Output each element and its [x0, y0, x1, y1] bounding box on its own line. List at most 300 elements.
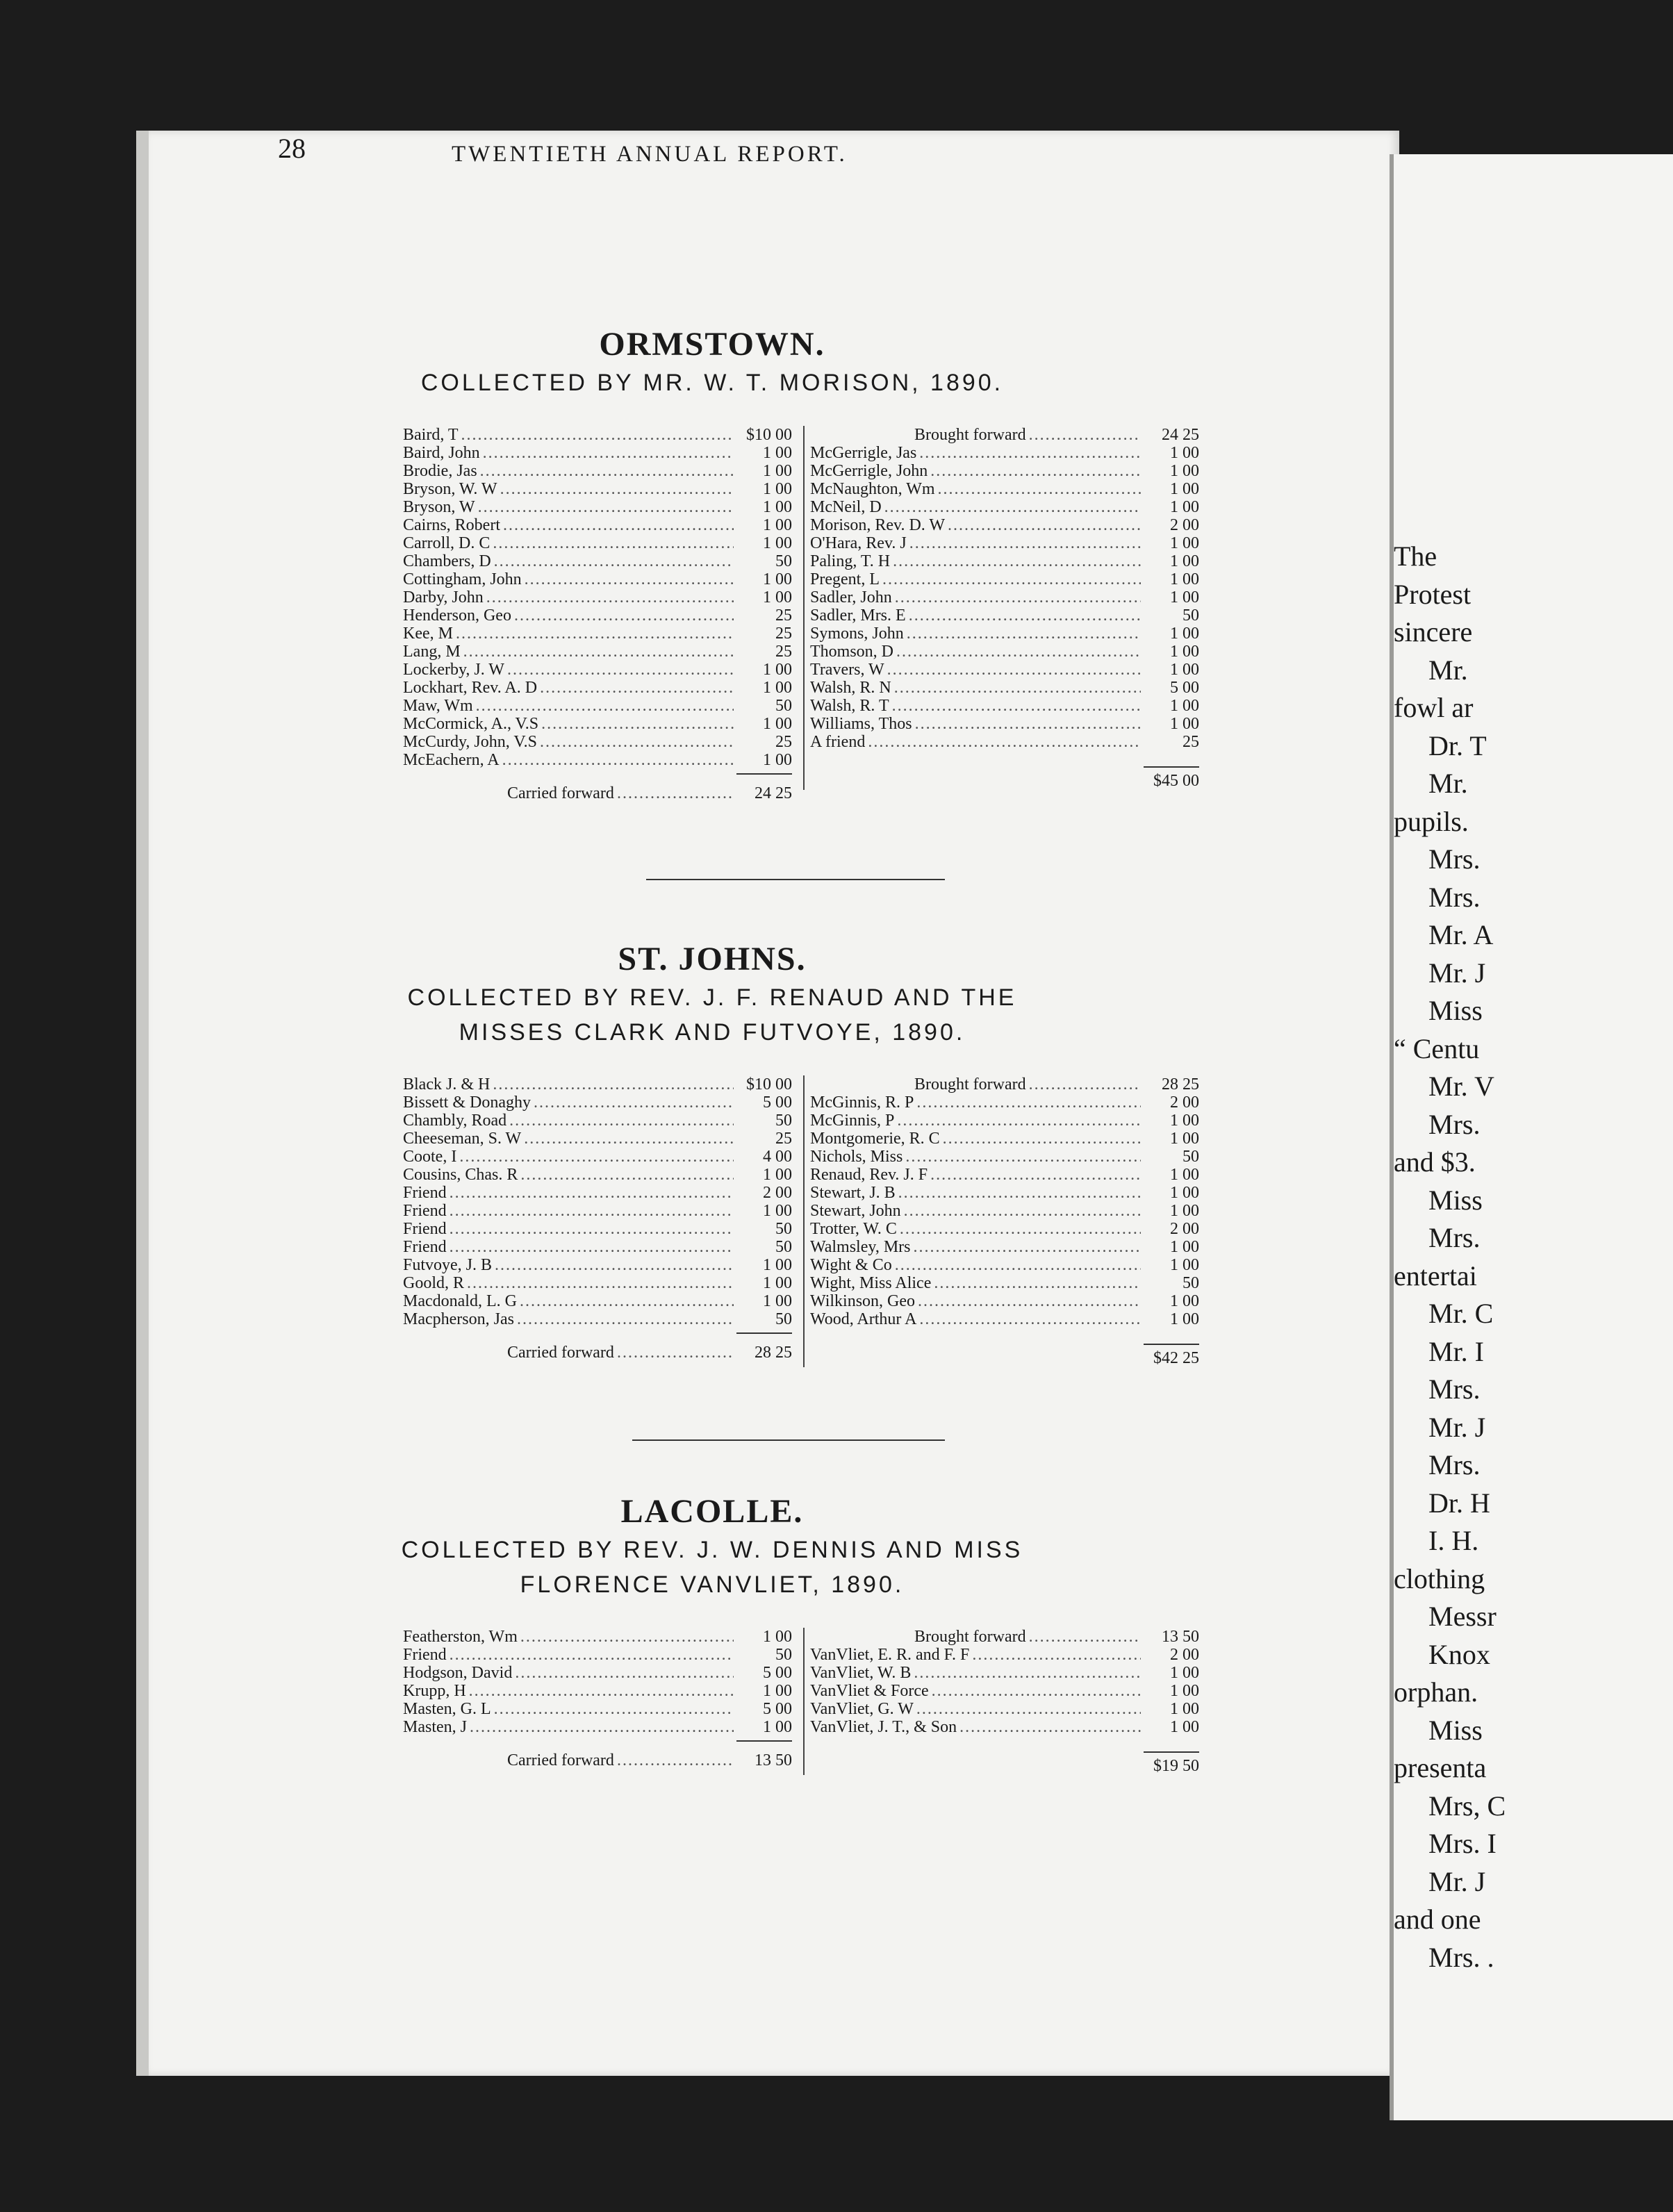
dot-leader [500, 480, 734, 498]
amount: 1 00 [763, 588, 792, 606]
dot-leader [896, 643, 1141, 661]
facing-page-line: Miss [1428, 1714, 1483, 1746]
dot-leader [450, 1202, 734, 1220]
amount: 1 00 [763, 1682, 792, 1701]
collection-section [250, 326, 1199, 843]
facing-page-line: clothing [1394, 1562, 1485, 1594]
list-item [403, 1093, 792, 1112]
contributor-name: Lockerby, J. W [403, 660, 504, 679]
contributor-name: Goold, R [403, 1274, 465, 1293]
list-item [403, 1718, 792, 1736]
amount: 50 [1182, 1148, 1199, 1166]
amount: 1 00 [763, 750, 792, 769]
contributor-name: McEachern, A [403, 750, 500, 769]
amount: 1 00 [763, 534, 792, 552]
dot-leader [524, 1130, 734, 1148]
amount: 1 00 [1170, 570, 1199, 588]
list-item [810, 1202, 1199, 1220]
dot-leader [932, 1682, 1141, 1700]
list-item [810, 1274, 1199, 1292]
contributor-name: Bissett & Donaghy [403, 1093, 531, 1112]
contributor-name: Masten, J [403, 1718, 467, 1737]
amount: 50 [775, 552, 792, 570]
dot-leader [478, 498, 734, 516]
contributor-name: Cairns, Robert [403, 515, 500, 534]
dot-leader [502, 751, 734, 769]
contributor-name: Wight, Miss Alice [810, 1274, 932, 1293]
dot-leader [894, 679, 1141, 697]
facing-page-line: sincere [1394, 616, 1473, 647]
dot-leader [948, 516, 1141, 534]
facing-page-line: and $3. [1394, 1146, 1476, 1178]
contributor-name: Macdonald, L. G [403, 1292, 517, 1311]
dot-leader [520, 1628, 734, 1646]
list-item [403, 534, 792, 552]
contributor-name: Masten, G. L [403, 1700, 491, 1719]
dot-leader [905, 1148, 1141, 1166]
list-item [810, 1700, 1199, 1718]
contributor-name: McGinnis, P [810, 1112, 895, 1130]
amount: 1 00 [763, 1202, 792, 1221]
contributor-name: Wilkinson, Geo [810, 1292, 916, 1311]
dot-leader [900, 1220, 1141, 1238]
amount: 1 00 [1170, 1256, 1199, 1275]
dot-leader [461, 426, 734, 444]
dot-leader [884, 498, 1141, 516]
contributor-name: Bryson, W. W [403, 479, 497, 498]
amount: 1 00 [1170, 1112, 1199, 1130]
contributor-name: Hodgson, David [403, 1664, 513, 1683]
section-subtitle: COLLECTED BY REV. J. W. DENNIS AND MISS [401, 1536, 1023, 1563]
collection-section [250, 1493, 1199, 2045]
dot-leader [897, 1112, 1141, 1130]
amount: 24 25 [1162, 425, 1199, 444]
list-item [403, 498, 792, 516]
dot-leader [1029, 426, 1141, 444]
facing-page-line: Mrs. [1428, 1108, 1481, 1140]
contributor-name: Black J. & H [403, 1075, 491, 1094]
left-column [403, 426, 792, 802]
dot-leader [914, 1238, 1142, 1256]
facing-page-line: Mrs. I [1428, 1828, 1497, 1859]
collection-section [250, 941, 1199, 1492]
facing-page [1390, 154, 1673, 2120]
dot-leader [456, 625, 734, 643]
amount: 1 00 [1170, 1310, 1199, 1329]
carried-forward-amount: 28 25 [755, 1344, 792, 1362]
contributor-name: Pregent, L [810, 570, 880, 588]
list-item [810, 715, 1199, 733]
dot-leader [486, 588, 734, 606]
amount: 1 00 [1170, 552, 1199, 570]
dot-leader [959, 1718, 1141, 1736]
list-item [810, 1682, 1199, 1700]
amount: 1 00 [763, 1628, 792, 1646]
contributor-name: Williams, Thos [810, 714, 912, 733]
contributor-name: Friend [403, 1184, 447, 1203]
contributor-name: Walmsley, Mrs [810, 1238, 911, 1257]
list-item [810, 733, 1199, 751]
page-number: 28 [278, 133, 306, 164]
list-item [403, 1628, 792, 1646]
list-item [810, 570, 1199, 588]
list-item [403, 1700, 792, 1718]
amount: 1 00 [763, 1292, 792, 1311]
list-item [810, 516, 1199, 534]
list-item [403, 1075, 792, 1093]
list-item [403, 1238, 792, 1256]
amount: 2 00 [1170, 1646, 1199, 1665]
contributor-name: Macpherson, Jas [403, 1310, 514, 1329]
amount: 5 00 [1170, 678, 1199, 697]
contributor-name: Nichols, Miss [810, 1148, 903, 1166]
dot-leader [915, 715, 1141, 733]
dot-leader [895, 1256, 1141, 1274]
list-item [403, 697, 792, 715]
contributor-name: Featherston, Wm [403, 1628, 518, 1646]
amount: 1 00 [763, 443, 792, 462]
amount: 5 00 [763, 1093, 792, 1112]
dot-leader [525, 570, 734, 588]
dot-leader [450, 1238, 734, 1256]
dot-leader [494, 552, 734, 570]
contributor-name: Darby, John [403, 588, 484, 606]
carried-forward-row [403, 1751, 792, 1769]
section-subtitle: MISSES CLARK AND FUTVOYE, 1890. [459, 1018, 966, 1046]
dot-leader [617, 784, 734, 802]
facing-page-line: orphan. [1394, 1676, 1478, 1708]
section-title: ORMSTOWN. [599, 326, 825, 363]
contributor-name: McGinnis, R. P [810, 1093, 914, 1112]
contributor-name: McGerrigle, Jas [810, 443, 917, 462]
amount: 1 00 [1170, 443, 1199, 462]
contributor-name: Symons, John [810, 624, 904, 643]
facing-page-line: Mrs. [1428, 881, 1481, 913]
amount: 1 00 [763, 497, 792, 516]
amount: 1 00 [1170, 1238, 1199, 1257]
dot-leader [887, 661, 1141, 679]
contributor-name: VanVliet, E. R. and F. F [810, 1646, 970, 1665]
dot-leader [943, 1130, 1141, 1148]
dot-leader [520, 1166, 734, 1184]
contributor-name: Travers, W [810, 660, 884, 679]
amount: 1 00 [1170, 588, 1199, 606]
dot-leader [895, 588, 1141, 606]
list-item [810, 625, 1199, 643]
list-item [403, 1256, 792, 1274]
contributor-name: Brought forward [914, 1075, 1026, 1094]
contributor-name: Friend [403, 1238, 447, 1257]
amount: 1 00 [1170, 1664, 1199, 1683]
facing-page-line: Mr. J [1428, 1411, 1486, 1443]
section-subtitle: COLLECTED BY MR. W. T. MORISON, 1890. [420, 369, 1004, 396]
facing-page-line: entertai [1394, 1260, 1477, 1291]
running-title: TWENTIETH ANNUAL REPORT. [452, 142, 848, 167]
list-item [810, 588, 1199, 606]
list-item [810, 534, 1199, 552]
dot-leader [450, 1220, 734, 1238]
amount: 1 00 [763, 515, 792, 534]
facing-page-line: Mrs. [1428, 1222, 1481, 1253]
dot-leader [916, 1700, 1141, 1718]
amount: 1 00 [1170, 479, 1199, 498]
contributor-name: Coote, I [403, 1148, 457, 1166]
facing-page-line: Mr. I [1428, 1335, 1484, 1367]
list-item [403, 1646, 792, 1664]
amount: 25 [775, 1130, 792, 1148]
list-item [403, 1166, 792, 1184]
list-item [810, 1093, 1199, 1112]
list-item [403, 552, 792, 570]
amount: 1 00 [1170, 624, 1199, 643]
right-column [803, 426, 1199, 790]
amount: 50 [1182, 1274, 1199, 1293]
list-item [810, 1310, 1199, 1328]
amount: $10 00 [746, 425, 792, 444]
contributor-name: Stewart, John [810, 1202, 901, 1221]
section-total: $19 50 [1144, 1751, 1199, 1775]
list-item [810, 1646, 1199, 1664]
amount: 5 00 [763, 1664, 792, 1683]
contributor-name: McCurdy, John, V.S [403, 732, 537, 751]
amount: 50 [775, 1220, 792, 1239]
list-item [403, 643, 792, 661]
subtotal-rule [736, 773, 792, 775]
dot-leader [909, 534, 1141, 552]
contributor-name: Paling, T. H [810, 552, 891, 570]
amount: 13 50 [1162, 1628, 1199, 1646]
brought-forward-row [810, 1075, 1199, 1093]
contributor-name: Cheeseman, S. W [403, 1130, 522, 1148]
contributor-name: Montgomerie, R. C [810, 1130, 940, 1148]
list-item [810, 1130, 1199, 1148]
list-item [810, 1148, 1199, 1166]
contributor-name: McCormick, A., V.S [403, 714, 539, 733]
facing-page-line: Mrs, C [1428, 1790, 1506, 1822]
list-item [810, 1718, 1199, 1736]
facing-page-line: and one [1394, 1904, 1481, 1935]
brought-forward-row [810, 426, 1199, 444]
dot-leader [493, 534, 734, 552]
list-item [403, 588, 792, 606]
dot-leader [517, 1310, 734, 1328]
contributor-name: Maw, Wm [403, 696, 473, 715]
contributor-name: Futvoye, J. B [403, 1256, 493, 1275]
contributor-name: Sadler, Mrs. E [810, 606, 906, 625]
list-item [403, 426, 792, 444]
facing-page-line: Mrs. [1428, 1449, 1481, 1480]
contributor-name: Bryson, W [403, 497, 475, 516]
dot-leader [463, 643, 734, 661]
facing-page-line: Mr. J [1428, 1865, 1486, 1897]
facing-page-line: Mr. C [1428, 1298, 1494, 1329]
facing-page-line: Mr. A [1428, 919, 1494, 950]
amount: 1 00 [1170, 1202, 1199, 1221]
amount: 25 [775, 624, 792, 643]
dot-leader [470, 1718, 734, 1736]
facing-page-line: Knox [1428, 1638, 1490, 1670]
dot-leader [617, 1344, 734, 1362]
dot-leader [515, 1664, 734, 1682]
amount: 1 00 [763, 660, 792, 679]
dot-leader [540, 679, 734, 697]
facing-page-line: Mr. V [1428, 1071, 1494, 1102]
list-item [810, 1664, 1199, 1682]
contributor-name: Lockhart, Rev. A. D [403, 678, 538, 697]
list-item [810, 1292, 1199, 1310]
list-item [403, 462, 792, 480]
section-title: ST. JOHNS. [618, 941, 807, 977]
amount: 1 00 [763, 570, 792, 588]
contributor-name: McNaughton, Wm [810, 479, 935, 498]
list-item [810, 1238, 1199, 1256]
facing-page-line: Mrs. [1428, 843, 1481, 875]
brought-forward-row [810, 1628, 1199, 1646]
amount: 1 00 [1170, 1292, 1199, 1311]
amount: 25 [775, 606, 792, 625]
carried-forward-label: Carried forward [507, 1751, 614, 1770]
amount: 5 00 [763, 1700, 792, 1719]
list-item [403, 751, 792, 769]
contributor-name: Friend [403, 1646, 447, 1665]
list-item [403, 1664, 792, 1682]
carried-forward-label: Carried forward [507, 784, 614, 802]
amount: 2 00 [1170, 1093, 1199, 1112]
amount: 1 00 [1170, 1718, 1199, 1737]
carried-forward-row [403, 1344, 792, 1362]
carried-forward-amount: 13 50 [755, 1751, 792, 1770]
contributor-name: McGerrigle, John [810, 461, 928, 480]
contributor-name: Henderson, Geo [403, 606, 511, 625]
contributor-name: Morison, Rev. D. W [810, 515, 945, 534]
facing-page-line: The [1394, 540, 1437, 572]
right-column [803, 1075, 1199, 1367]
amount: 25 [775, 642, 792, 661]
contributor-name: VanVliet, W. B [810, 1664, 912, 1683]
amount: 1 00 [1170, 1184, 1199, 1203]
contributor-name: Chambly, Road [403, 1112, 507, 1130]
facing-page-line: Protest [1394, 578, 1472, 610]
amount: 50 [775, 1310, 792, 1329]
dot-leader [459, 1148, 734, 1166]
contributor-name: VanVliet, G. W [810, 1700, 914, 1719]
dot-leader [892, 697, 1141, 715]
list-item [403, 1112, 792, 1130]
amount: 28 25 [1162, 1075, 1199, 1094]
contributor-name: A friend [810, 732, 866, 751]
dot-leader [495, 1256, 734, 1274]
dot-leader [882, 570, 1141, 588]
facing-page-line: pupils. [1394, 805, 1469, 837]
list-item [403, 733, 792, 751]
amount: 25 [1182, 732, 1199, 751]
amount: 1 00 [1170, 461, 1199, 480]
list-item [403, 606, 792, 625]
dot-leader [919, 1310, 1141, 1328]
amount: 1 00 [1170, 1166, 1199, 1185]
section-divider [632, 1439, 945, 1441]
contributor-name: Friend [403, 1202, 447, 1221]
contributor-name: Walsh, R. T [810, 696, 889, 715]
amount: 1 00 [763, 1718, 792, 1737]
facing-page-line: Dr. T [1428, 729, 1487, 761]
amount: 1 00 [763, 678, 792, 697]
dot-leader [930, 462, 1141, 480]
list-item [810, 1112, 1199, 1130]
contributor-name: Chambers, D [403, 552, 491, 570]
section-title: LACOLLE. [620, 1493, 804, 1530]
list-item [403, 625, 792, 643]
amount: 1 00 [1170, 534, 1199, 552]
facing-page-line: presenta [1394, 1752, 1487, 1783]
dot-leader [1029, 1075, 1141, 1093]
amount: 50 [775, 696, 792, 715]
list-item [403, 480, 792, 498]
amount: 2 00 [763, 1184, 792, 1203]
dot-leader [868, 733, 1141, 751]
section-divider [646, 879, 945, 880]
list-item [403, 1202, 792, 1220]
amount: 1 00 [763, 479, 792, 498]
left-column [403, 1628, 792, 1769]
list-item [810, 1166, 1199, 1184]
dot-leader [934, 1274, 1141, 1292]
subtotal-rule [736, 1332, 792, 1334]
facing-page-line: Dr. H [1428, 1487, 1490, 1519]
list-item [403, 1274, 792, 1292]
facing-page-line: “ Centu [1394, 1032, 1480, 1064]
contributor-name: Wight & Co [810, 1256, 892, 1275]
list-item [810, 444, 1199, 462]
dot-leader [918, 1292, 1141, 1310]
contributor-name: Baird, John [403, 443, 480, 462]
facing-page-line: Messr [1428, 1601, 1497, 1632]
contributor-name: Baird, T [403, 425, 459, 444]
facing-page-line: Miss [1428, 995, 1483, 1026]
dot-leader [467, 1274, 734, 1292]
contributor-name: McNeil, D [810, 497, 882, 516]
facing-page-line: Mr. [1428, 654, 1468, 686]
list-item [403, 444, 792, 462]
list-item [810, 679, 1199, 697]
section-total: $42 25 [1144, 1344, 1199, 1367]
contributor-name: Krupp, H [403, 1682, 466, 1701]
amount: 2 00 [1170, 515, 1199, 534]
list-item [810, 1256, 1199, 1274]
list-item [810, 1184, 1199, 1202]
contributor-name: VanVliet, J. T., & Son [810, 1718, 957, 1737]
dot-leader [893, 552, 1141, 570]
amount: 1 00 [1170, 660, 1199, 679]
dot-leader [617, 1751, 734, 1769]
dot-leader [483, 444, 734, 462]
page-header [278, 132, 1000, 174]
contributor-name: VanVliet & Force [810, 1682, 929, 1701]
dot-leader [507, 661, 734, 679]
list-item [810, 643, 1199, 661]
contributor-name: Walsh, R. N [810, 678, 891, 697]
amount: 1 00 [763, 1274, 792, 1293]
dot-leader [898, 1184, 1141, 1202]
section-subtitle: FLORENCE VANVLIET, 1890. [520, 1571, 905, 1598]
amount: 1 00 [1170, 497, 1199, 516]
dot-leader [938, 480, 1141, 498]
contributor-name: Brought forward [914, 1628, 1026, 1646]
contributor-name: Cousins, Chas. R [403, 1166, 518, 1185]
dot-leader [919, 444, 1141, 462]
dot-leader [972, 1646, 1141, 1664]
dot-leader [540, 733, 734, 751]
